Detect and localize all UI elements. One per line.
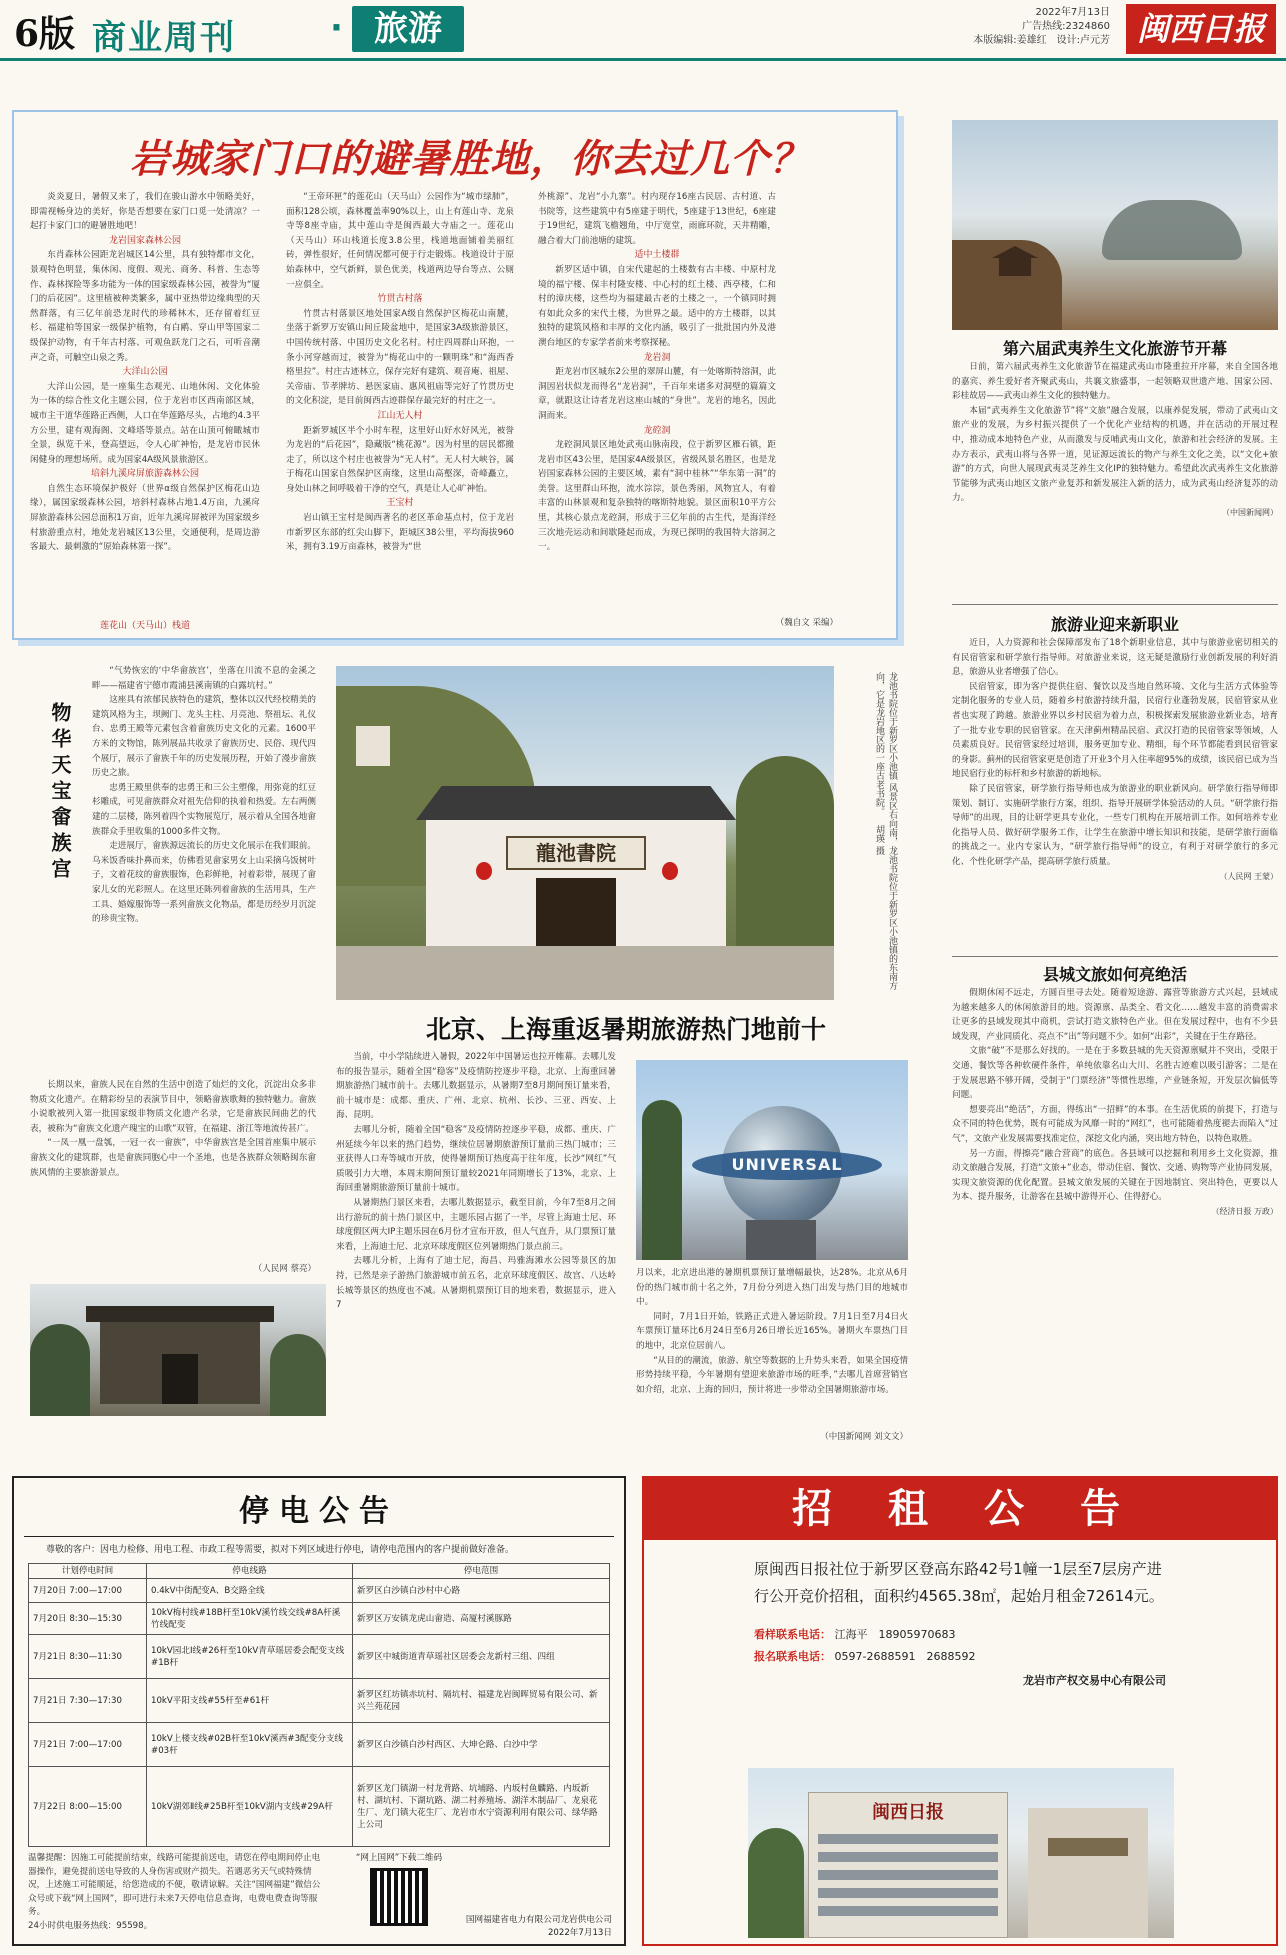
academy-signboard <box>506 836 646 870</box>
cell-time: 7月21日 8:30—11:30 <box>29 1635 147 1679</box>
rent-contact-label: 看样联系电话： <box>754 1628 831 1641</box>
spot-heading-7: 适中土楼群 <box>634 250 680 261</box>
rent-signup-phone[interactable]: 0597-2688591 2688592 <box>834 1650 976 1663</box>
rent-signup-row <box>754 1646 1166 1668</box>
power-table-header <box>29 1564 610 1579</box>
wuyi-p1: 日前，第六届武夷养生文化旅游节在福建武夷山市隆重拉开序幕，来自全国各地的嘉宾、养生爱好者齐聚武夷山，共襄文旅盛事，一起领略双世遗产地、国家公园、彩桂故居——武夷山养生文化的独特魅力。 <box>952 362 1278 402</box>
feature-intro: 炎炎夏日，暑假又来了，我们在骏山游水中领略美好，即需视畅身边的美好，你是否想要在家门口觅一处清凉？一起打卡家门口的避暑胜地吧！ <box>30 192 260 232</box>
travel-title: 北京、上海重返暑期旅游热门地前十 <box>425 1015 826 1044</box>
table-row <box>29 1723 610 1767</box>
header-range: 停电范围 <box>353 1564 610 1579</box>
header-line: 停电线路 <box>147 1564 353 1579</box>
power-tips-text: 温馨提醒：因施工可能提前结束，线路可能提前送电，请您在停电期间停止电器操作，避免提前送电导致的人身伤害或财产损失。若遇恶劣天气或特殊情况，上述施工可能顺延，给您造成的不便，敬请谅解。关注“国网福建”微信公众号或下载“网上国网”，即可进行未来7天停电信息查询，电费电费查询等服务。 <box>28 1853 321 1918</box>
table-row <box>29 1679 610 1723</box>
power-tips <box>28 1852 328 1934</box>
longchi-caption-text: 龙池书院位于新罗区小池镇 风景区右向南，龙池书院位于新罗区小池镇的东南方向，它是龙岩地区的一座古老书院。 <box>874 672 897 990</box>
jobs-body <box>952 636 1278 954</box>
palace-p5: 长期以来，畲族人民在自然的生活中创造了灿烂的文化，沉淀出众多非物质文化遗产。在精彩纷呈的表演节目中，领略畲族歌舞的独特魅力。畲族小说歌被列入第一批国家级非物质文化遗产名录，它是畲族民间曲艺的代表，被称为“畲族文化遗产瑰宝的山歌”双管，在福建、浙江等地流传甚广。 <box>30 1080 316 1134</box>
cell-time: 7月20日 7:00—17:00 <box>29 1579 147 1603</box>
power-hotline: 24小时供电服务热线：95598。 <box>28 1920 153 1931</box>
spot-text-5: 距新罗城区半个小时车程，这里好山好水好风光，被誉为龙岩的“后花园”，隐藏版“桃花源”。因为村里的居民都搬走了，所以这个村庄也被誉为“无人村”。无人村大峡谷，属于梅花山国家自然保护区南缘，这里山高壑深，奇峰矗立，身处山林之间呼吸着干净的空气，真是让人心旷神怡。 <box>286 425 514 494</box>
spot-text-2: 大洋山公园，是一座集生态观光、山地休闲、文化体验为一体的综合性文化主题公园，位于龙岩市区西南部区域，城市主干道华莲路正西侧，人口在华莲路尽头，占地约4.3平方公里，建有观海阁、文峰塔等景点。站在山顶可俯瞰城市全景，纵览千米，登高望远，令人心旷神怡，是龙岩市民休闲健身的理想场所。成为国家4A级风景旅游区。 <box>30 381 260 465</box>
wuyi-title: 第六届武夷养生文化旅游节开幕 <box>1002 339 1227 358</box>
cell-range: 新罗区万安镇龙虎山畲造、高厦村溪豚路 <box>353 1603 610 1635</box>
issue-date: 2022年7月13日 <box>1035 7 1110 18</box>
rent-body: 原闽西日报社位于新罗区登高东路42号1幢一1层至7层房产进行公开竞价招租，面积约4565.38㎡，起始月租金72614元。 <box>754 1560 1164 1605</box>
cell-time: 7月21日 7:00—17:00 <box>29 1723 147 1767</box>
longchi-caption <box>842 672 898 992</box>
cell-line: 10kV上楼支线#02B杆至10kV溪西#3配变分支线#03杆 <box>147 1723 353 1767</box>
power-date: 2022年7月13日 <box>547 1928 612 1938</box>
cell-line: 10kV平阳支线#55杆至#61杆 <box>147 1679 353 1723</box>
county-credit: （经济日报 万政） <box>1211 1206 1278 1216</box>
palace-title: 物华天宝畲族宫 <box>48 702 72 884</box>
spot-text-6-cont: 外桃源”、龙岩“小九寨”。村内现存16座古民居、古村道、古书院等，这些建筑中有5座建于明代，5座建于13世纪，6座建于19世纪，建筑飞檐翘角，中厅宽堂，雨廊环院，天井精雕，融合着大门前池塘的建筑。 <box>538 192 776 246</box>
academy-door <box>536 878 616 946</box>
table-row <box>29 1635 610 1679</box>
longchi-photo <box>336 666 834 1000</box>
travel-col-1 <box>336 1050 616 1440</box>
topic-badge <box>352 6 464 52</box>
globe-base <box>746 1220 816 1260</box>
topic-label: 旅游 <box>374 9 442 49</box>
spot-heading-1: 龙岩国家森林公园 <box>108 235 181 246</box>
page-number: 6版 <box>14 13 76 55</box>
feature-col-3 <box>538 190 776 615</box>
courtyard <box>336 946 834 1000</box>
academy-roof <box>416 786 736 820</box>
spot-text-7: 新罗区适中镇，自宋代建起的土楼数有古丰楼、中原村龙境的福宁楼、保丰村隆安楼、中心村的红土楼、西亭楼，仁和村的漳庆楼，这些均为福建最古老的土楼之一，一个镇同时拥有如此众多的宋代土楼，为世界之最。适中的方土楼群，以其独特的建筑风格和丰厚的文化内涵，吸引了一批批国内外及港澳台地区的专家学者前来考察探秘。 <box>538 264 776 348</box>
travel-p3: 从暑期热门景区来看，去哪儿数据显示，截至目前，今年7至8月之间出行游玩的前十热门景区中，主题乐园占据了一半，尽管上海迪士尼、环球度假区两大IP主题乐园在6月份才宣布开放，但人气直升，从门票预订量来看，上海迪士尼、北京环球度假区位列暑期热门景点前三。 <box>336 1197 616 1252</box>
county-p3: 想要亮出“绝活”，方面，得练出“一招鲜”的本事。在生活优质的前提下，打造与众不同的特色优势，既有可能成为风靡一时的“网红”，也可能随着热度褪去而陷入“过气”，文旅产业发展需要找准定位，深挖文化内涵，突出地方特色，以特色取胜。 <box>952 1104 1278 1144</box>
editors: 本版编辑:姜雄红 设计:卢元芳 <box>973 35 1110 46</box>
county-title: 县城文旅如何亮绝活 <box>1042 965 1187 984</box>
travel-p7: “从目的的潮流，旅游、航空等数据的上升势头来看，如果全国疫情形势持续平稳，今年暑期有望迎来旅游市场的旺季，”去哪儿首席营销官如介绍，北京、上海的回归，预计将进一步带动全国暑期旅游市场。 <box>636 1355 908 1395</box>
building-side <box>1028 1808 1148 1938</box>
travel-p2: 去哪儿分析，随着全国“稳客”及疫情防控逐步平稳，成都、重庆、广州延续今年以来的热门趋势，继续位居暑期旅游预订量前三热门城市；三亚获得人口寿等城市开放，使得暑期预订热度高于往年度，长沙“网红”气质吸引力大增，本周末期间预订量较2021年同期增长了13%，北京、上海回重暑期旅游预订量前十城市。 <box>336 1124 616 1194</box>
tree-right <box>736 756 834 956</box>
wuyi-photo <box>952 120 1278 330</box>
spot-heading-9: 龙硿洞 <box>643 425 671 436</box>
spot-text-3: 自然生态环境保护极好（世界α级自然保护区梅花山边缘），属国家级森林公园，培斜村森林占地1.4万亩，九溪戽屏旅游森林公园总面积1万亩，近年九溪戽屏被评为国家级乡村旅游重点村，地处龙岩城区13公里，交通便利，是周边游客最大、最刺激的“原始森林第一探”。 <box>30 483 260 553</box>
paper-logo <box>1126 4 1276 54</box>
spot-heading-5: 江山无人村 <box>377 410 423 421</box>
palace-body-2 <box>30 1078 316 1258</box>
academy-sign-text: 龍池書院 <box>536 841 616 865</box>
feature-col-1 <box>30 190 260 615</box>
spot-heading-3: 培斜九溪戽屏旅游森林公园 <box>90 469 199 480</box>
travel-credit: （中国新闻网 刘文文） <box>820 1432 908 1442</box>
palace-p4: 走进展厅，畲族源远流长的历史文化展示在我们眼前。乌米饭香味扑鼻而来，仿佛看见畲家男女上山采摘乌饭树叶子，文着花纹的畲族服饰，色彩鲜艳，衬着彩带，展现了畲家儿女的光彩照人。在这里还陈列着畲族的生活用具，生产工具、婚嫁服饰等一系列畲族文化物品，都是历经岁月沉淀的珍贵宝物。 <box>92 841 316 925</box>
palace-tree <box>30 1324 90 1416</box>
spot-text-1: 东肖森林公园距龙岩城区14公里，具有独特都市文化，景观特色明显，集休闲、度假、观光、商务、科普、生态等作、森林探险等多功能为一体的国家级森林公园，被誉为“厦门的后花园”。这里植被种类繁多，属中亚热带边缘典型的天然群落，有三亿年前恐龙时代的珍稀林木，还存留着红豆杉、福建柏等国家一级保护植物，有白鹇、穿山甲等国家二级保护动物，有千年古村落、可观鱼跃龙门之石，可听音潮声之奇，可触空山泉之秀。 <box>30 250 260 363</box>
section-dot: · <box>330 8 343 48</box>
spot-heading-8: 龙岩洞 <box>643 352 671 363</box>
paper-logo-text: 闽西日报 <box>1136 10 1265 48</box>
qr-label: “网上国网”下载二维码 <box>355 1853 443 1863</box>
county-p1: 假期休闲不远走，方圆百里寻去处。随着短途游、露营等旅游方式兴起，县域成为越来越多人的休闲旅游目的地。资源禀、品类全、看文化……越发丰富的消费需求让更多的县域发现其中商机，尝试打造文旅特色产业。但在发展过程中，也有不少县域发现，产业同质化、亮点不“出”等问题不少。如何“出彩”，关键在于生存路径。 <box>952 988 1278 1042</box>
table-row <box>29 1767 610 1847</box>
palace-body <box>92 664 316 1074</box>
power-table <box>28 1563 610 1847</box>
jobs-p3: 除了民宿管家，研学旅行指导师也成为旅游业的职业新风向。研学旅行指导师即策划、制订、实施研学旅行方案，组织、指导开展研学体验活动的人员。“研学旅行指导师”的出现，目的让研学更具专业化，一些专门机构在开展培训工作。如何培养专业化指导人员、做好研学服务工作，让学生在旅游中增长知识和技能，是研学旅行面临的挑战之一。业内专家认为，“研学旅行指导师”的设立，有利于对研学旅行的多元化、个性化研学产品，提高研学旅行质量。 <box>952 783 1278 867</box>
power-title-rule <box>24 1536 614 1537</box>
cell-line: 10kV湖郊Ⅱ线#25B杆至10kV湖内支线#29A杆 <box>147 1767 353 1847</box>
power-footer <box>28 1852 612 1942</box>
travel-p6: 同时，7月1日开始，铁路正式进入暑运阶段。7月1日至7月4日火车票预订量环比6月24日至6月26日增长近165%。暑期火车票热门目的地中，北京位居前八。 <box>636 1311 908 1351</box>
table-row <box>29 1603 610 1635</box>
trees <box>748 1828 804 1938</box>
universal-text: UNIVERSAL <box>731 1155 843 1174</box>
palace-tree-2 <box>270 1334 326 1416</box>
cell-line: 10kV园北Ⅰ线#26杆至10kV青草瑶居委会配变支线#1B杆 <box>147 1635 353 1679</box>
masthead <box>0 0 1286 62</box>
rent-notice <box>642 1476 1278 1946</box>
travel-col-2 <box>636 1266 908 1426</box>
divider-1 <box>952 604 1278 605</box>
spot-text-9: 龙硿洞风景区地处武夷山脉南段，位于新罗区雁石镇，距龙岩市区43公里，是国家4A级景区，省级风景名胜区，也是龙岩国家森林公园的主要区域，素有“洞中桂林”“华东第一洞”的美誉。这里群山环抱，流水淙淙，景色秀丽，风物宜人，有着丰富的山林景观和复杂独特的喀斯特地貌。景区面积10平方公里，其核心景点龙硿洞，形成于三亿年前的古生代，是海洋经三次地壳运动和间歇隆起而成，为现已探明的我国特大溶洞之一。 <box>538 440 776 553</box>
feature-title: 岩城家门口的避暑胜地，你去过几个？ <box>129 136 810 182</box>
wuyi-p2: 本届“武夷养生文化旅游节”将“文旅”融合发展，以康养促发展，带动了武夷山文旅产业的发展，为乡村振兴提供了一个优化产业结构的机遇，并在活动的开展过程中，推动成本地特色产业，从而激发与反哺武夷山文化，旅游和社会经济的发展。主办方表示，武夷山将与各界一道，见证源远流长的物产与养生文化之美，以“文化+旅游”的方式，向世人展现武夷灵芝养生文化IP的独特魅力。希望此次武夷养生文化旅游节能够为武夷山地区文旅产业复苏和新发展注入新的活力，成为武夷山经济复苏的动力。 <box>952 405 1278 504</box>
county-body <box>952 986 1278 1432</box>
rent-title-bar <box>644 1478 1276 1540</box>
wuyi-body <box>952 360 1278 600</box>
cell-range: 新罗区红坊镇赤坑村、隔坑村、福建龙岩闽晖贸易有限公司、新兴兰苑花园 <box>353 1679 610 1723</box>
wuyi-credit: （中国新闻网） <box>1222 507 1278 517</box>
cell-range: 新罗区白沙镇白沙村西区、大坤仑路、白沙中学 <box>353 1723 610 1767</box>
header-time: 计划停电时间 <box>29 1564 147 1579</box>
table-row <box>29 1579 610 1603</box>
rent-contact-phone[interactable]: 江海平 18905970683 <box>834 1628 956 1641</box>
rent-org: 龙岩市产权交易中心有限公司 <box>1023 1674 1166 1687</box>
spot-heading-4: 竹贯古村落 <box>377 294 423 305</box>
spot-heading-6: 王宝村 <box>386 498 414 509</box>
rent-contact-row <box>754 1624 1166 1646</box>
spot-text-8: 距龙岩市区城东2公里的翠屏山麓，有一处喀斯特溶洞，此洞因岩状似龙而得名“龙岩洞”，千百年来诸多对洞壁的篇篇文章，就跟这让诗者龙岩这座山城的“身世”。龙岩的地名，因此洞而来。 <box>538 367 776 421</box>
side-sign <box>1048 1838 1128 1856</box>
cell-range: 新罗区龙门镇湖一村龙背路、坑埔路、内坂村鱼麟路、内坂新村、湖坑村、下湖坑路、湖二村养殖场、湖洋木制品厂、龙泉花生厂、龙门镇大花生厂、龙岩市水宁资源利用有限公司、绿华路上公司 <box>353 1767 610 1847</box>
county-p4: 另一方面，得擦亮“融合营商”的底色。各县域可以挖掘和利用乡土文化资源，推动文旅融合发展，打造“文旅+”业态，带动住宿、餐饮、交通、购物等产业协同发展，实现文旅资源的优化配置。县城文旅发展的关键在于因地制宜、突出特色，更要以人为本、提升服务，让游客在县城中游得开心、住得舒心。 <box>952 1148 1278 1203</box>
jobs-title: 旅游业迎来新职业 <box>1050 615 1179 634</box>
ad-hotline: 广告热线:2324860 <box>1022 21 1110 32</box>
palace-p3: 忠勇王殿里供奉的忠勇王和三公主塑像，用弥竟的红豆杉雕成，可见畲族群众对祖先信仰的执着和热爱。左右两侧建的二层楼，陈列着四个实物展览厅，展示着从全国各地畲族群众手里收集的1000多件文物。 <box>92 782 316 837</box>
divider-2 <box>952 956 1278 957</box>
palm-tree <box>642 1100 682 1260</box>
hillside-house <box>356 726 390 766</box>
power-title: 停电公告 <box>239 1494 399 1529</box>
cell-time: 7月20日 8:30—15:30 <box>29 1603 147 1635</box>
palace-p2: 这座具有浓郁民族特色的建筑，整体以汉代经校精美的建筑风格为主，坝阙门、龙头主柱、月亮池、祭祖坛、礼仪台、忠勇王殿等元素包含着畲族历史文化的元素。1600平方米的文物馆，陈列展品共收录了畲族历史、民俗、现代四个展厅，展示了畲族千年的历史发展历程，开始了漫步畲族历史之旅。 <box>92 695 316 779</box>
spot-heading-2: 大洋山公园 <box>122 367 168 378</box>
feature-credit: （魏自文 采编） <box>775 618 838 628</box>
travel-p1: 当前，中小学陆续进入暑假，2022年中国暑运也拉开帷幕。去哪儿发布的报告显示，随着全国“稳客”及疫情防控逐步平稳，北京、上海重回暑期旅游热门城市前十。去哪儿数据显示，从暑期7至8月期间预订量来看，前十城市是：成都、重庆、广州、北京、杭州、长沙、三亚、西安、上海、昆明。 <box>336 1052 616 1121</box>
caption-lianhua: 莲花山（天马山）栈道 <box>99 621 190 631</box>
cell-range: 新罗区白沙镇白沙村中心路 <box>353 1579 610 1603</box>
rent-title: 招 租 公 告 <box>792 1485 1128 1532</box>
power-intro: 尊敬的客户：因电力检修、用电工程、市政工程等需要，拟对下列区域进行停电，请停电范围内的客户提前做好准备。 <box>46 1545 515 1555</box>
power-signature <box>418 1914 612 1940</box>
cell-time: 7月22日 8:00—15:00 <box>29 1767 147 1847</box>
spot-text-lianhua: “王帝环匣”的莲花山（天马山）公园作为“城市绿肺”，面积128公顷，森林覆盖率90%以上，山上有莲山寺、龙泉寺等8座寺庙，其中莲山寺是闽西最大寺庙之一。莲花山（天马山）环山栈道长度3.8公里，栈道地面铺着美丽红砖，弹性很好，任何情况都可便于行走锻炼。栈道设计于原始森林中，空气新鲜，景色优美，栈道两边导台等点、公厕一应俱全。 <box>286 192 514 290</box>
palace-door <box>162 1354 198 1404</box>
power-table-wrap <box>28 1563 610 1847</box>
palace-roof <box>86 1306 274 1322</box>
cell-line: 10kV梅村线#18B杆至10kV溪竹线交线#8A杆溪竹线配变 <box>147 1603 353 1635</box>
feature-col-2 <box>286 190 514 630</box>
mountain-peak <box>1102 200 1242 260</box>
universal-ring <box>692 1150 882 1180</box>
cell-line: 0.4kV中街配变A、B交路全线 <box>147 1579 353 1603</box>
building-windows <box>818 1834 998 1924</box>
palace-credit: （人民网 蔡亮） <box>253 1264 316 1274</box>
masthead-info <box>860 6 1110 48</box>
travel-p4: 去哪儿分析，上海有了迪士尼，海昌、玛雅海滩水公园等景区的加持，已然是亲子游热门旅游城市前五名，北京环球度假区、故宫、八达岭长城等景区的热度也不减。从暑期机票预订目的地来看，数据显示，进入7 <box>336 1256 616 1311</box>
masthead-rule <box>0 58 1286 61</box>
building-sign: 闽西日报 <box>872 1802 944 1823</box>
rent-signup-label: 报名联系电话： <box>754 1650 831 1663</box>
rent-building-photo <box>748 1768 1174 1938</box>
lantern-left <box>476 862 492 880</box>
power-company: 国网福建省电力有限公司龙岩供电公司 <box>465 1915 612 1925</box>
jobs-p1: 近日，人力资源和社会保障部发布了18个新职业信息，其中与旅游业密切相关的有民宿管家和研学旅行指导师。对旅游业来说，这无疑是激励行业创新发展的利好消息，旅游从业者增强了信心。 <box>952 638 1278 678</box>
palace-p1: “气势恢宏的‘中华畲族宫’，坐落在川流不息的金溪之畔——福建省宁德市霞浦县溪南镇的白露坑村。” <box>92 666 316 691</box>
county-p2: 文旅“破”不是那么好找的。一是在于多数县城的先天资源禀赋并不突出，受限于交通、餐饮等各种软硬件条件，单纯依靠名山大川、名胜古迹难以吸引游客；二是在于发展思路不够开阔，受制于“门票经济”等惯性思维，产业链条短，开发层次偏低等问题。 <box>952 1046 1278 1101</box>
universal-photo <box>636 1060 908 1260</box>
longchi-credit: 胡瑛 摄 <box>874 824 884 855</box>
jobs-p2: 民宿管家，即为客户提供住宿、餐饮以及当地自然环境、文化与生活方式体验等定制化服务的专业人员，随着乡村旅游持续升温，民宿行业蓬勃发展，民宿管家从业者也实现了跨越。旅游业界以乡村民宿为着力点，积极探索发展旅游业新业态，培育了一批专业专职的民宿管家。在天津蓟州精品民宿、武汉打造的民宿管家等领域，人员素质良好。民宿管家经过培训，服务更加专业、精细，每个环节都能看到民宿管家的身影。蓟州的民宿管家更是创造了开业3个月入住率超95%的成绩，该民宿已成为当地民宿行业的标杆和乡村旅游的新地标。 <box>952 681 1278 780</box>
spot-text-4: 竹贯古村落景区地处国家A级自然保护区梅花山南麓，坐落于新罗万安镇山间丘陵盆地中，是国家3A级旅游景区，中国传统村落、中国历史文化名村。村庄四周群山环抱，一条小河穿越而过，被誉为“梅花山中的一颗明珠”和“海西香格里拉”。村庄古迹林立，保存完好有建筑、观音庵、祖屋、关帝庙、节孝牌坊、悬医家庙、惠风祖庙等完好了竹贯历史的文化积淀，是目前闽西古迹群保存最完好的村庄之一。 <box>286 308 514 407</box>
cell-range: 新罗区中城街道青草瑶社区居委会龙新村三组、四组 <box>353 1635 610 1679</box>
travel-p5: 月以来，北京进出港的暑期机票预订量增幅最快，达28%。北京从6月份的热门城市前十名之外，7月份分列进入热门出发与热门目的地城市中。 <box>636 1268 908 1308</box>
palace-photo <box>30 1284 326 1416</box>
cell-time: 7月21日 7:30—17:30 <box>29 1679 147 1723</box>
lantern-right <box>662 862 678 880</box>
section-name: 商业周刊 <box>92 18 236 58</box>
palace-p6: “一凤一凰一盘瓠，一冠一衣一畲族”，中华畲族宫是全国首座集中展示畲族文化的建筑群，也是畲族同胞心中一个圣地，也是各族群众领略闽东畲族风情的主要旅游景点。 <box>30 1138 316 1178</box>
power-notice <box>12 1476 626 1946</box>
jobs-credit: （人民网 王蒙） <box>1219 871 1278 881</box>
spot-text-6: 岩山镇王宝村是闽西著名的老区革命基点村，位于龙岩市新罗区东部的红尖山脚下，距城区38公里，平均海拔960米，拥有3.19万亩森林，被誉为“世 <box>286 513 514 553</box>
